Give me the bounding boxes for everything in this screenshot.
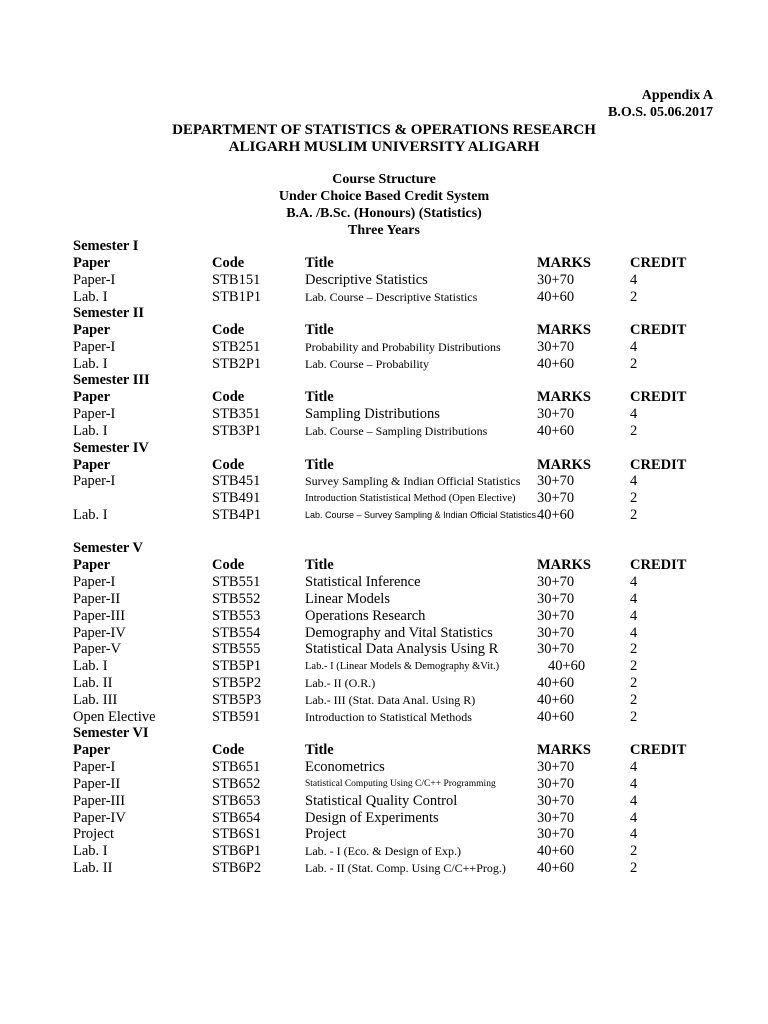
cell-title: Lab. Course – Survey Sampling & Indian Official Statistics [305, 510, 536, 520]
cell-title: Demography and Vital Statistics [305, 625, 493, 641]
cell-title: Design of Experiments [305, 810, 439, 826]
cell-marks: 40+60 [537, 289, 575, 305]
system-heading: Under Choice Based Credit System [278, 189, 490, 204]
cell-credit: 4 [630, 591, 638, 607]
cell-code: STB551 [212, 574, 261, 590]
cell-marks: 30+70 [537, 641, 575, 657]
table-header-row [0, 457, 768, 474]
cell-title: Sampling Distributions [305, 406, 440, 422]
cell-title: Lab. Course – Probability [305, 357, 429, 371]
header-title: Title [305, 457, 334, 473]
cell-code: STB4P1 [212, 507, 262, 523]
cell-title: Survey Sampling & Indian Official Statistics [305, 474, 521, 488]
cell-credit: 4 [630, 759, 638, 775]
cell-code: STB5P2 [212, 675, 262, 691]
cell-code: STB2P1 [212, 356, 262, 372]
table-header-row [0, 255, 768, 272]
cell-code: STB251 [212, 339, 261, 355]
header-title: Title [305, 255, 334, 271]
cell-paper: Lab. I [73, 507, 108, 523]
cell-title: Statistical Computing Using C/C++ Programming [305, 779, 496, 789]
cell-code: STB652 [212, 776, 261, 792]
table-row [0, 272, 768, 289]
table-header-row [0, 322, 768, 339]
table-row [0, 406, 768, 423]
cell-credit: 4 [630, 608, 638, 624]
cell-marks: 30+70 [537, 272, 575, 288]
cell-marks: 30+70 [537, 810, 575, 826]
cell-credit: 4 [630, 810, 638, 826]
header-marks: MARKS [537, 457, 591, 473]
course-structure-heading: Course Structure [332, 172, 436, 187]
header-title: Title [305, 557, 334, 573]
cell-credit: 4 [630, 406, 638, 422]
header-marks: MARKS [537, 255, 591, 271]
cell-marks: 30+70 [537, 406, 575, 422]
cell-title: Lab. Course – Sampling Distributions [305, 424, 488, 438]
duration-heading: Three Years [348, 223, 420, 238]
cell-paper: Lab. III [73, 692, 118, 708]
cell-code: STB6S1 [212, 826, 262, 842]
table-row [0, 641, 768, 658]
cell-marks: 40+60 [537, 356, 575, 372]
cell-marks: 40+60 [537, 675, 575, 691]
cell-title: Probability and Probability Distributions [305, 340, 501, 354]
cell-code: STB451 [212, 473, 261, 489]
table-row [0, 692, 768, 709]
cell-credit: 2 [630, 289, 638, 305]
header-credit: CREDIT [630, 557, 687, 573]
table-row [0, 793, 768, 810]
header-title: Title [305, 742, 334, 758]
cell-credit: 4 [630, 473, 638, 489]
cell-code: STB6P1 [212, 843, 262, 859]
semester-title: Semester I [73, 238, 139, 254]
table-row [0, 826, 768, 843]
cell-title: Operations Research [305, 608, 426, 624]
cell-marks: 30+70 [537, 591, 575, 607]
cell-code: STB555 [212, 641, 261, 657]
cell-paper: Lab. I [73, 423, 108, 439]
table-row [0, 759, 768, 776]
cell-marks: 30+70 [537, 776, 575, 792]
table-row [0, 709, 768, 726]
header-credit: CREDIT [630, 255, 687, 271]
cell-code: STB654 [212, 810, 261, 826]
table-row [0, 776, 768, 793]
table-row [0, 473, 768, 490]
header-marks: MARKS [537, 557, 591, 573]
cell-paper: Paper-V [73, 641, 122, 657]
cell-marks: 40+60 [537, 860, 575, 876]
header-credit: CREDIT [630, 389, 687, 405]
cell-paper: Paper-II [73, 591, 121, 607]
header-marks: MARKS [537, 742, 591, 758]
cell-title: Statistical Quality Control [305, 793, 458, 809]
cell-credit: 4 [630, 826, 638, 842]
cell-credit: 2 [630, 658, 638, 674]
header-paper: Paper [73, 457, 111, 473]
header-credit: CREDIT [630, 742, 687, 758]
header-paper: Paper [73, 255, 111, 271]
cell-code: STB651 [212, 759, 261, 775]
department-heading: DEPARTMENT OF STATISTICS & OPERATIONS RESEARCH [172, 122, 596, 138]
cell-paper: Lab. I [73, 356, 108, 372]
cell-paper: Paper-II [73, 776, 121, 792]
header-code: Code [212, 457, 245, 473]
cell-title: Project [305, 826, 347, 842]
cell-code: STB1P1 [212, 289, 262, 305]
header-paper: Paper [73, 389, 111, 405]
table-row [0, 423, 768, 440]
bos-date: B.O.S. 05.06.2017 [607, 105, 713, 120]
cell-title: Statistical Inference [305, 574, 421, 590]
header-marks: MARKS [537, 322, 591, 338]
degree-heading: B.A. /B.Sc. (Honours) (Statistics) [286, 206, 482, 221]
cell-paper: Paper-I [73, 272, 116, 288]
table-header-row [0, 557, 768, 574]
cell-paper: Paper-IV [73, 810, 126, 826]
header-marks: MARKS [537, 389, 591, 405]
cell-code: STB554 [212, 625, 261, 641]
cell-credit: 2 [630, 692, 638, 708]
cell-title: Introduction Statististical Method (Open Elective) [305, 493, 516, 504]
table-row [0, 860, 768, 877]
cell-paper: Lab. I [73, 843, 108, 859]
cell-marks: 40+60 [537, 507, 575, 523]
semester-title: Semester V [73, 540, 143, 556]
cell-paper: Open Elective [73, 709, 156, 725]
cell-paper: Paper-I [73, 473, 116, 489]
cell-title: Lab. - I (Eco. & Design of Exp.) [305, 844, 461, 858]
cell-credit: 2 [630, 507, 638, 523]
cell-code: STB5P1 [212, 658, 262, 674]
table-row [0, 574, 768, 591]
cell-credit: 2 [630, 860, 638, 876]
cell-credit: 4 [630, 625, 638, 641]
cell-code: STB3P1 [212, 423, 262, 439]
cell-credit: 2 [630, 423, 638, 439]
table-row [0, 658, 768, 675]
header-credit: CREDIT [630, 457, 687, 473]
cell-credit: 2 [630, 641, 638, 657]
cell-marks: 30+70 [537, 473, 575, 489]
cell-paper: Lab. I [73, 289, 108, 305]
table-row [0, 675, 768, 692]
header-title: Title [305, 389, 334, 405]
cell-title: Lab. Course – Descriptive Statistics [305, 290, 478, 304]
cell-credit: 4 [630, 574, 638, 590]
cell-title: Linear Models [305, 591, 390, 607]
header-credit: CREDIT [630, 322, 687, 338]
cell-code: STB5P3 [212, 692, 262, 708]
semester-title: Semester IV [73, 440, 149, 456]
cell-marks: 30+70 [537, 793, 575, 809]
semester-title: Semester II [73, 305, 145, 321]
cell-credit: 4 [630, 793, 638, 809]
header-code: Code [212, 389, 245, 405]
cell-credit: 2 [630, 490, 638, 506]
table-row [0, 490, 768, 507]
cell-credit: 2 [630, 675, 638, 691]
header-paper: Paper [73, 742, 111, 758]
header-code: Code [212, 255, 245, 271]
table-row [0, 591, 768, 608]
cell-paper: Paper-III [73, 793, 126, 809]
cell-code: STB151 [212, 272, 261, 288]
table-row [0, 843, 768, 860]
cell-credit: 4 [630, 776, 638, 792]
cell-paper: Paper-I [73, 406, 116, 422]
cell-title: Lab.- III (Stat. Data Anal. Using R) [305, 693, 476, 707]
cell-marks: 40+60 [537, 692, 575, 708]
appendix-label: Appendix A [641, 88, 713, 103]
table-row [0, 339, 768, 356]
cell-paper: Project [73, 826, 115, 842]
cell-code: STB653 [212, 793, 261, 809]
table-row [0, 810, 768, 827]
university-heading: ALIGARH MUSLIM UNIVERSITY ALIGARH [228, 139, 540, 155]
cell-title: Econometrics [305, 759, 385, 775]
header-title: Title [305, 322, 334, 338]
cell-marks: 30+70 [537, 490, 575, 506]
cell-paper: Lab. I [73, 658, 108, 674]
cell-title: Lab.- I (Linear Models & Demography &Vit.) [305, 661, 500, 672]
cell-paper: Lab. II [73, 675, 113, 691]
header-code: Code [212, 557, 245, 573]
cell-marks: 30+70 [537, 759, 575, 775]
cell-credit: 2 [630, 843, 638, 859]
table-row [0, 608, 768, 625]
cell-title: Statistical Data Analysis Using R [305, 641, 499, 657]
cell-title: Descriptive Statistics [305, 272, 428, 288]
header-paper: Paper [73, 557, 111, 573]
cell-title: Introduction to Statistical Methods [305, 710, 472, 724]
table-row [0, 625, 768, 642]
table-row [0, 356, 768, 373]
header-code: Code [212, 322, 245, 338]
cell-credit: 2 [630, 709, 638, 725]
cell-marks: 30+70 [537, 625, 575, 641]
cell-title: Lab.- II (O.R.) [305, 676, 376, 690]
cell-code: STB351 [212, 406, 261, 422]
semester-title: Semester VI [73, 725, 149, 741]
cell-credit: 2 [630, 356, 638, 372]
cell-credit: 4 [630, 339, 638, 355]
semester-title: Semester III [73, 372, 150, 388]
cell-code: STB6P2 [212, 860, 262, 876]
cell-marks: 40+60 [537, 709, 575, 725]
table-header-row [0, 742, 768, 759]
cell-marks: 30+70 [537, 574, 575, 590]
header-paper: Paper [73, 322, 111, 338]
cell-paper: Paper-I [73, 339, 116, 355]
cell-marks: 40+60 [548, 658, 586, 674]
cell-code: STB552 [212, 591, 261, 607]
table-header-row [0, 389, 768, 406]
cell-paper: Paper-IV [73, 625, 126, 641]
cell-marks: 30+70 [537, 339, 575, 355]
cell-code: STB553 [212, 608, 261, 624]
header-code: Code [212, 742, 245, 758]
cell-code: STB591 [212, 709, 261, 725]
cell-code: STB491 [212, 490, 261, 506]
cell-title: Lab. - II (Stat. Comp. Using C/C++Prog.) [305, 861, 506, 875]
cell-marks: 40+60 [537, 843, 575, 859]
cell-paper: Lab. II [73, 860, 113, 876]
cell-paper: Paper-I [73, 759, 116, 775]
cell-paper: Paper-I [73, 574, 116, 590]
table-row [0, 507, 768, 524]
cell-credit: 4 [630, 272, 638, 288]
cell-marks: 30+70 [537, 608, 575, 624]
cell-paper: Paper-III [73, 608, 126, 624]
table-row [0, 289, 768, 306]
cell-marks: 30+70 [537, 826, 575, 842]
cell-marks: 40+60 [537, 423, 575, 439]
